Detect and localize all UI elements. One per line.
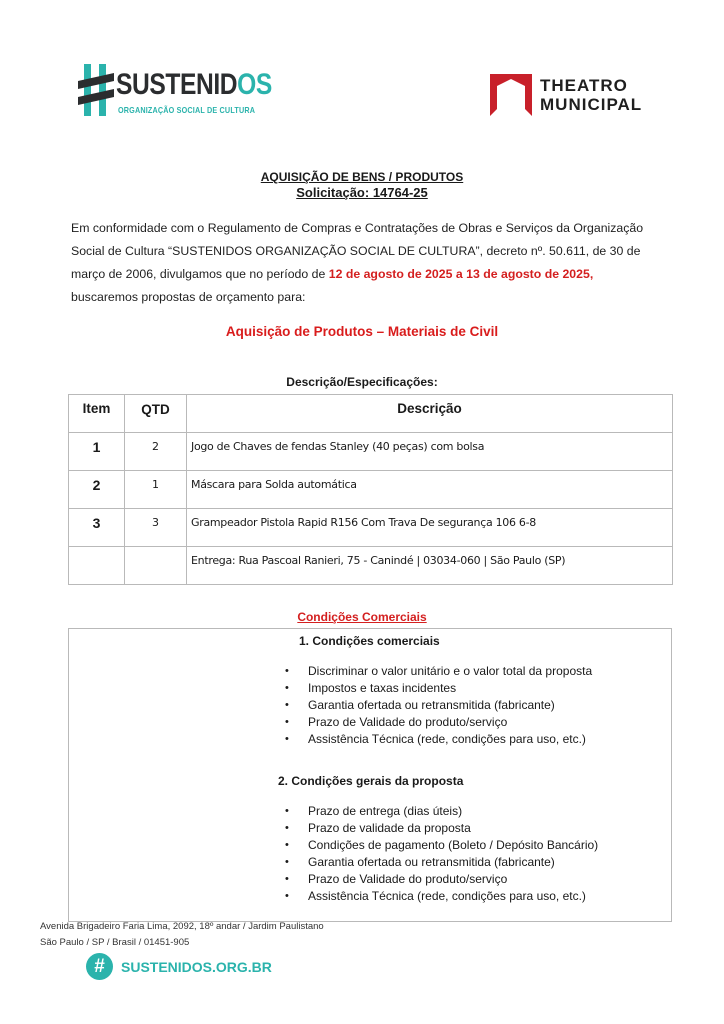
- list-item: • Assistência Técnica (rede, condições para uso, etc.): [285, 888, 598, 905]
- theatro-municipal-logo: [490, 74, 660, 118]
- list-item: • Discriminar o valor unitário e o valor total da proposta: [285, 663, 592, 680]
- item-number: 3: [69, 509, 125, 547]
- description-label: Descrição/Especificações:: [286, 375, 438, 389]
- item-qty: 3: [125, 509, 187, 547]
- hash-circle-icon: #: [86, 953, 113, 980]
- list-item: • Assistência Técnica (rede, condições para uso, etc.): [285, 731, 592, 748]
- item-description: Grampeador Pistola Rapid R156 Com Trava De segurança 106 6-8: [187, 509, 673, 547]
- list-item: • Garantia ofertada ou retransmitida (fabricante): [285, 854, 598, 871]
- section1-heading: 1. Condições comerciais: [299, 634, 440, 648]
- conditions-box: [68, 628, 672, 922]
- list-item: • Prazo de Validade do produto/serviço: [285, 871, 598, 888]
- footer-address: [40, 919, 324, 951]
- address-line-1: Avenida Brigadeiro Faria Lima, 2092, 18º andar / Jardim Paulistano: [40, 921, 324, 932]
- subject-heading: Aquisição de Produtos – Materiais de Civil: [225, 324, 499, 339]
- delivery-address: Entrega: Rua Pascoal Ranieri, 75 - Canindé | 03034-060 | São Paulo (SP): [187, 547, 673, 585]
- document-title: [0, 170, 724, 200]
- theatro-wordmark: THEATRO MUNICIPAL: [540, 76, 643, 114]
- title-heading: AQUISIÇÃO DE BENS / PRODUTOS: [260, 170, 464, 184]
- list-item: • Prazo de Validade do produto/serviço: [285, 714, 592, 731]
- item-number: 1: [69, 433, 125, 471]
- header-description: Descrição: [187, 395, 673, 433]
- list-item: • Impostos e taxas incidentes: [285, 680, 592, 697]
- request-number: Solicitação: 14764-25: [296, 185, 428, 200]
- section1-list: [285, 663, 592, 748]
- item-qty: 1: [125, 471, 187, 509]
- conditions-title: Condições Comerciais: [297, 610, 427, 624]
- item-description: Máscara para Solda automática: [187, 471, 673, 509]
- intro-text-end: buscaremos propostas de orçamento para:: [71, 290, 306, 304]
- theatro-arch-icon: [490, 74, 532, 116]
- header-item: Item: [69, 395, 125, 433]
- list-item: • Prazo de validade da proposta: [285, 820, 598, 837]
- header-qtd: QTD: [125, 395, 187, 433]
- sustenidos-subtitle: ORGANIZAÇÃO SOCIAL DE CULTURA: [118, 105, 256, 115]
- item-number: [69, 547, 125, 585]
- table-row: [69, 509, 673, 547]
- items-table: [68, 394, 673, 585]
- item-qty: 2: [125, 433, 187, 471]
- table-header-row: [69, 395, 673, 433]
- table-row: [69, 471, 673, 509]
- hash-logo-icon: [78, 64, 114, 116]
- item-description: Jogo de Chaves de fendas Stanley (40 peças) com bolsa: [187, 433, 673, 471]
- item-qty: [125, 547, 187, 585]
- item-number: 2: [69, 471, 125, 509]
- table-row: [69, 433, 673, 471]
- site-url[interactable]: SUSTENIDOS.ORG.BR: [121, 959, 272, 975]
- section2-list: [285, 803, 598, 905]
- section2-heading: 2. Condições gerais da proposta: [278, 774, 464, 788]
- list-item: • Prazo de entrega (dias úteis): [285, 803, 598, 820]
- intro-paragraph: [71, 217, 661, 309]
- intro-text: Em conformidade com o Regulamento de Compras e Contratações de Obras e Serviços da Organização Social de Cultura “SUSTENIDOS ORGANIZAÇÃO SOCIAL DE CULTURA”, decreto nº. 50.611, de 30 de março de 2006, divulgamos que no período de: [71, 221, 644, 281]
- sustenidos-logo: [78, 64, 272, 120]
- delivery-row: [69, 547, 673, 585]
- address-line-2: São Paulo / SP / Brasil / 01451-905: [40, 937, 190, 948]
- list-item: • Condições de pagamento (Boleto / Depósito Bancário): [285, 837, 598, 854]
- period-highlight: 12 de agosto de 2025 a 13 de agosto de 2025,: [328, 267, 594, 281]
- sustenidos-wordmark: SUSTENIDOS: [116, 68, 272, 101]
- list-item: • Garantia ofertada ou retransmitida (fabricante): [285, 697, 592, 714]
